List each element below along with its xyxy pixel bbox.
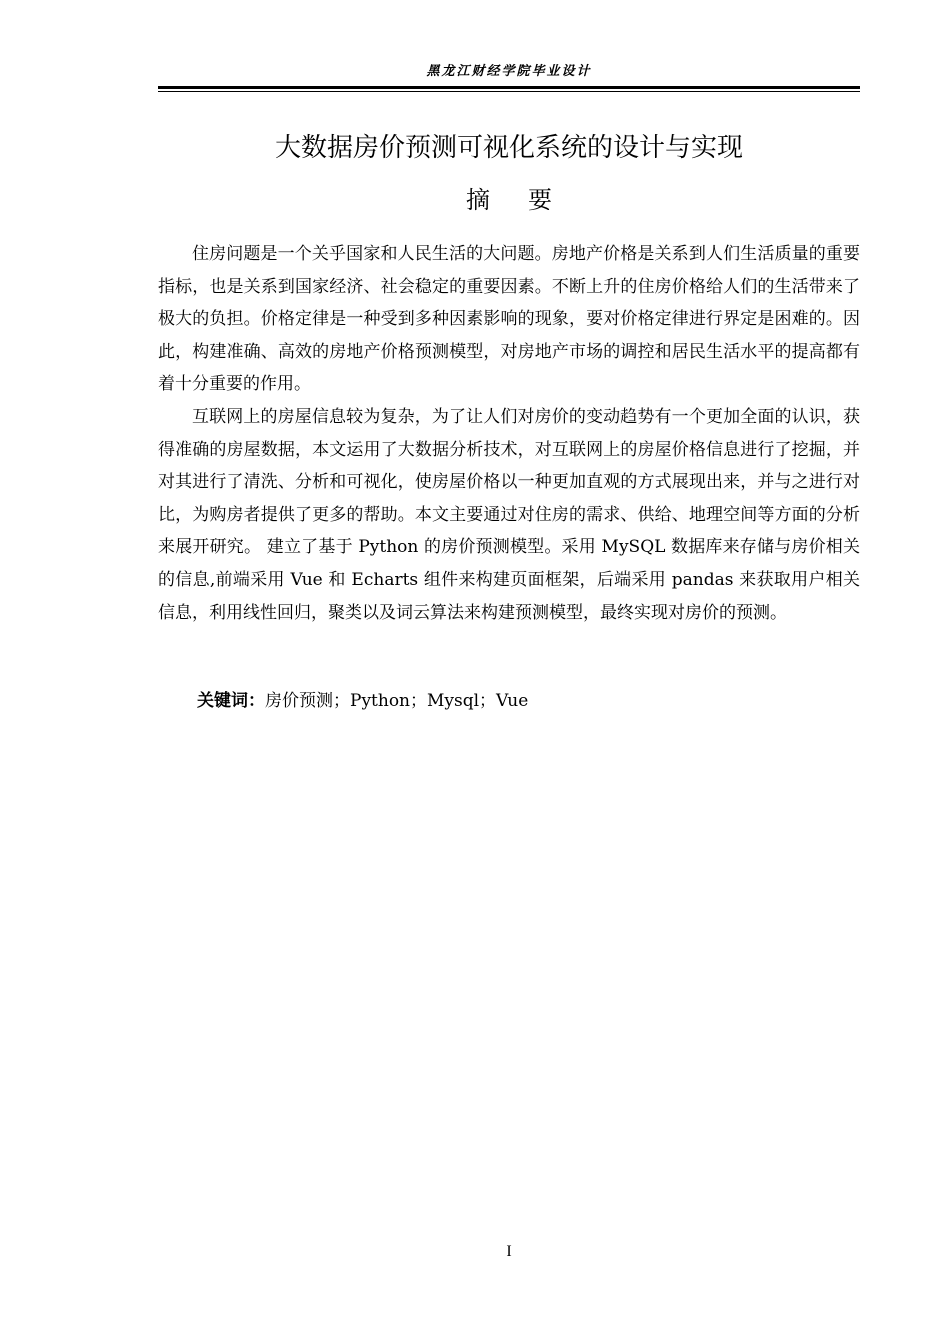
keywords-label: 关键词：: [197, 691, 265, 711]
abstract-body: [158, 238, 860, 629]
abstract-heading: 摘要: [466, 186, 590, 214]
keywords-line: [197, 686, 528, 716]
page-header: 黑龙江财经学院毕业设计: [426, 64, 592, 79]
header-rule: [158, 86, 860, 89]
keywords-value: 房价预测；Python；Mysql；Vue: [265, 691, 529, 711]
page-number: I: [506, 1243, 512, 1260]
abstract-paragraph: 住房问题是一个关乎国家和人民生活的大问题。房地产价格是关系到人们生活质量的重要指标，也是关系到国家经济、社会稳定的重要因素。不断上升的住房价格给人们的生活带来了极大的负担。价格定律是一种受到多种因素影响的现象，要对价格定律进行界定是困难的。因此，构建准确、高效的房地产价格预测模型，对房地产市场的调控和居民生活水平的提高都有着十分重要的作用。: [158, 244, 860, 395]
document-title: 大数据房价预测可视化系统的设计与实现: [274, 133, 743, 163]
header-rule-thin: [158, 91, 860, 92]
abstract-paragraph: 互联网上的房屋信息较为复杂，为了让人们对房价的变动趋势有一个更加全面的认识，获得准确的房屋数据，本文运用了大数据分析技术，对互联网上的房屋价格信息进行了挖掘，并对其进行了清洗、分析和可视化，使房屋价格以一种更加直观的方式展现出来，并与之进行对比，为购房者提供了更多的帮助。本文主要通过对住房的需求、供给、地理空间等方面的分析来展开研究。 建立了基于 Python 的房价预测模型。采用 MySQL 数据库来存储与房价相关的信息,前端采用 Vue 和 Echarts 组件来构建页面框架，后端采用 pandas 来获取用户相关信息，利用线性回归，聚类以及词云算法来构建预测模型，最终实现对房价的预测。: [158, 406, 860, 623]
